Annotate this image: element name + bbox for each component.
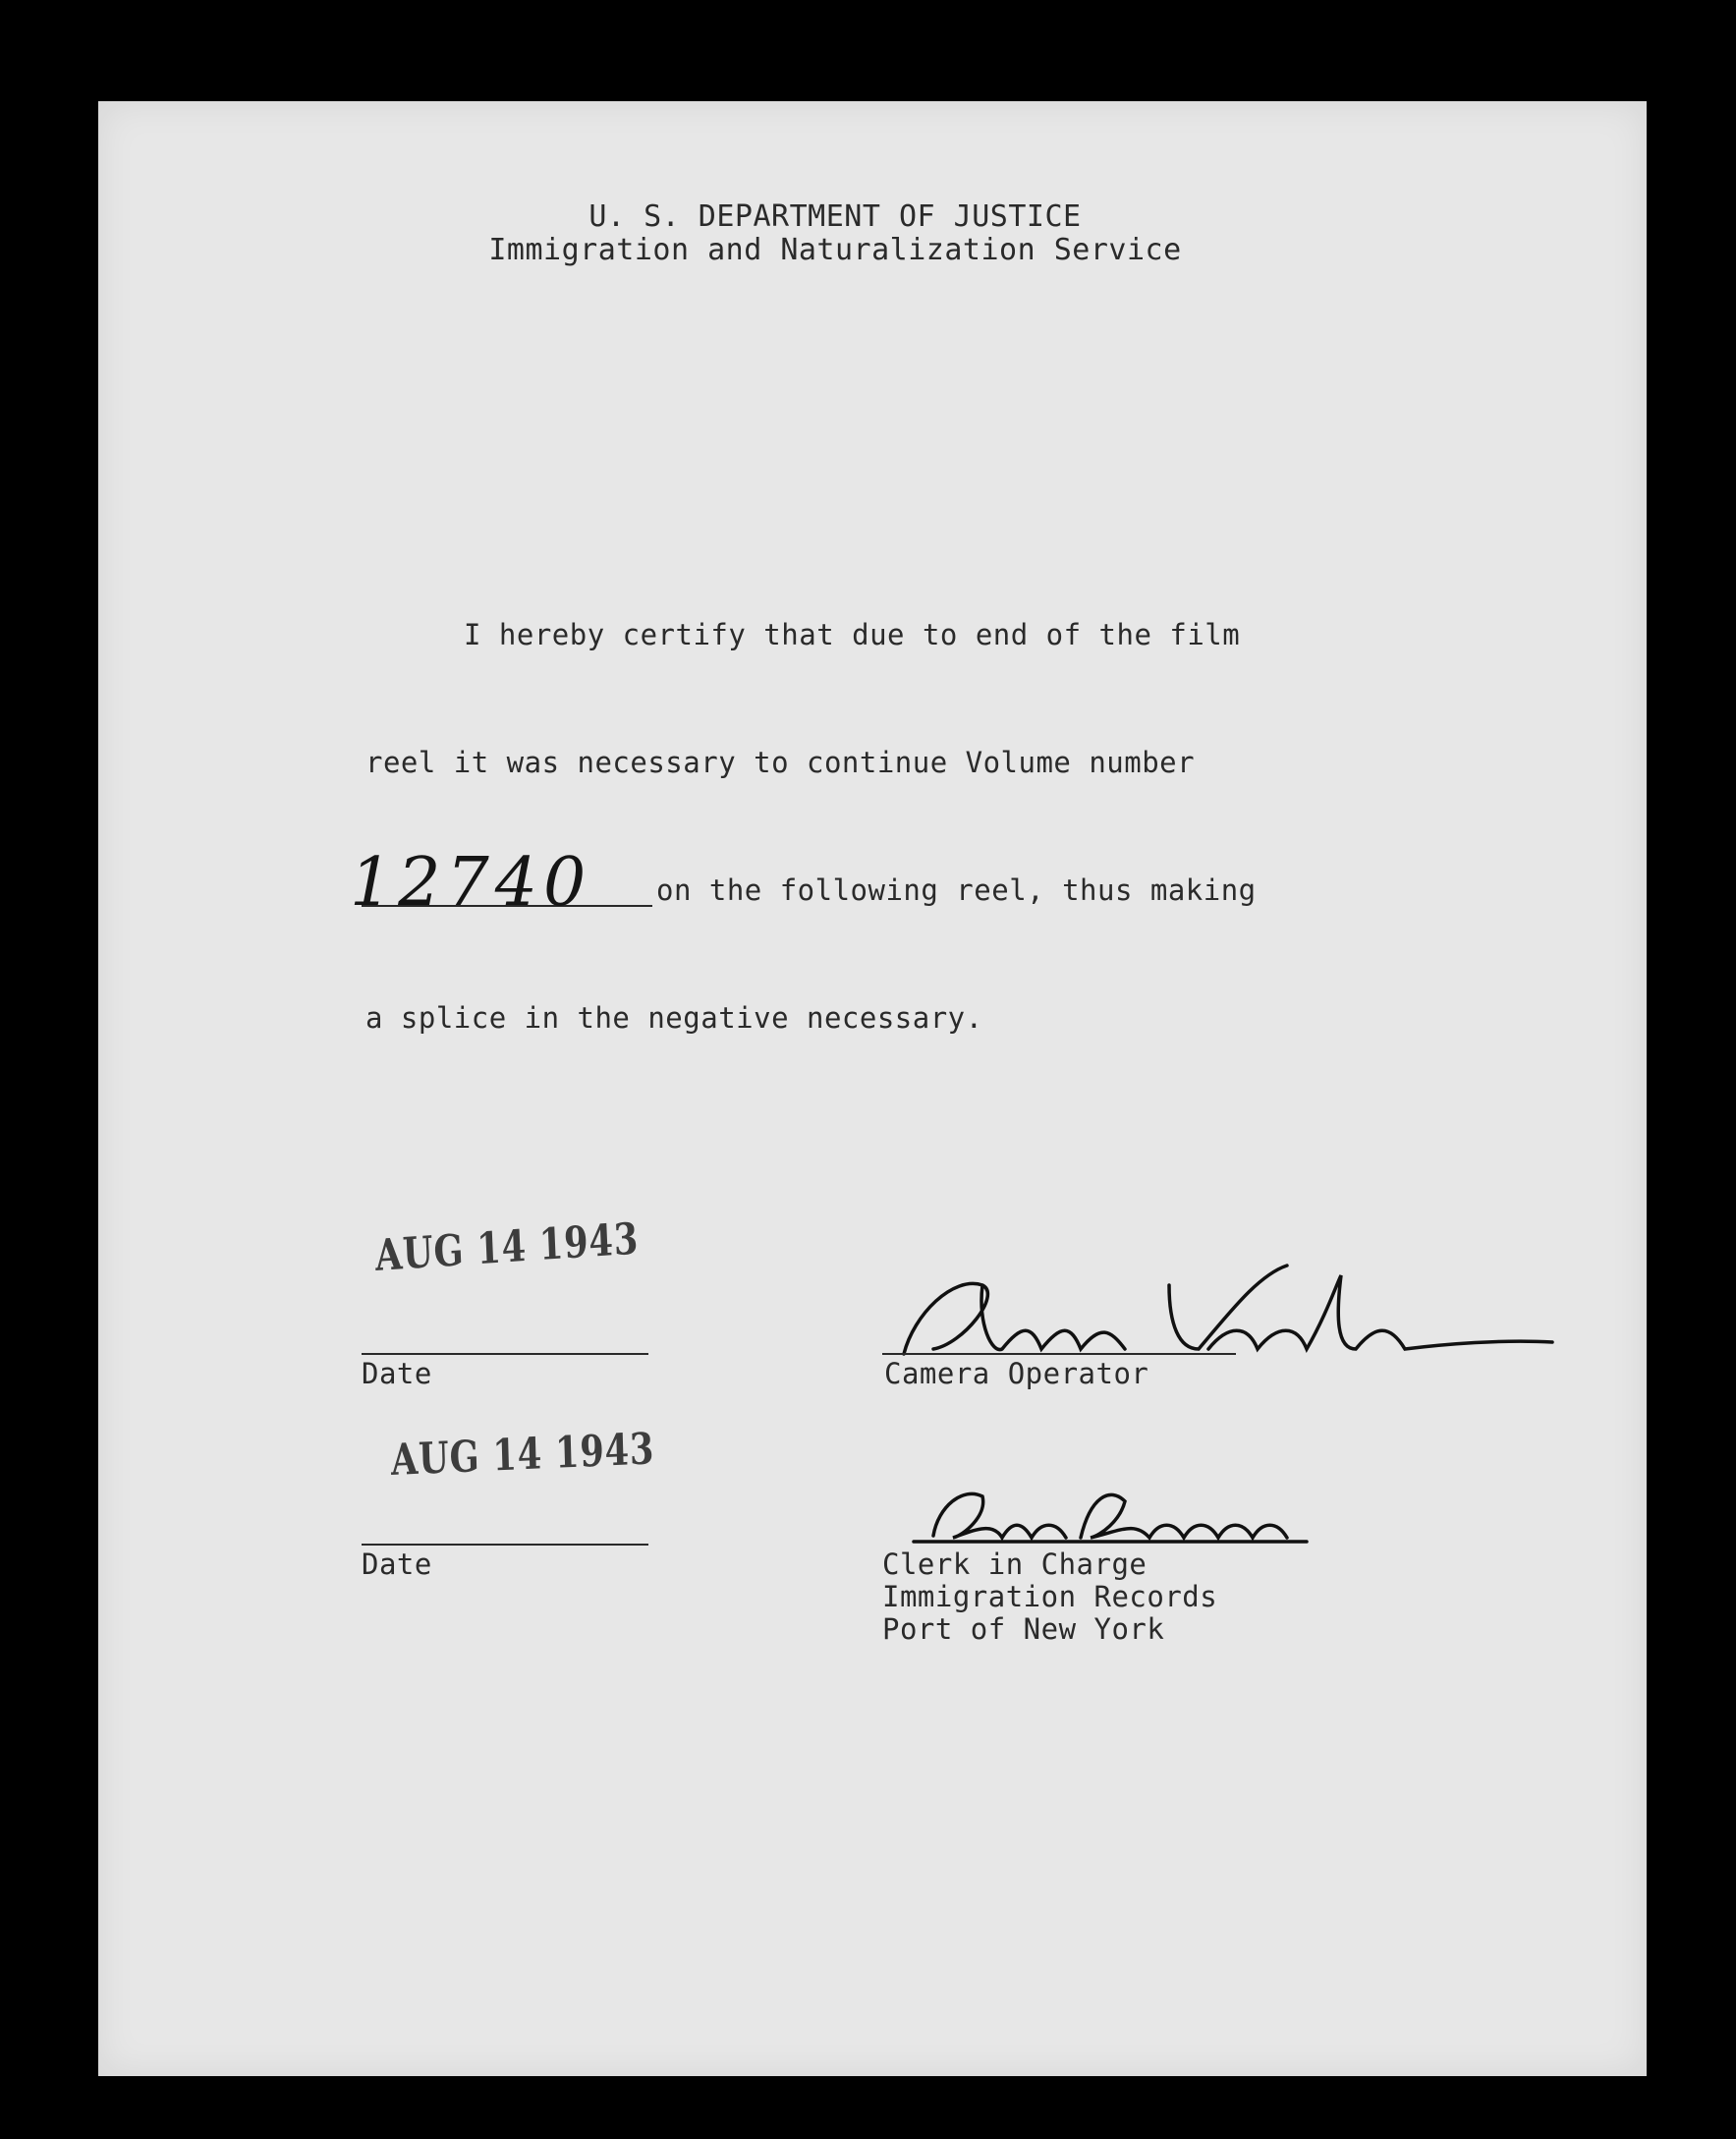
date-stamp-2: AUG 14 1943	[390, 1424, 655, 1486]
date-label-1: Date	[362, 1357, 432, 1390]
clerk-title-line-3: Port of New York	[882, 1612, 1165, 1646]
clerk-title-line-2: Immigration Records	[882, 1580, 1218, 1613]
date-line-2	[362, 1544, 648, 1546]
header-department: U. S. DEPARTMENT OF JUSTICE	[588, 199, 1082, 234]
body-line-3: on the following reel, thus making	[656, 873, 1257, 907]
body-line-4: a splice in the negative necessary.	[365, 1001, 983, 1035]
body-line-1: I hereby certify that due to end of the film	[464, 618, 1241, 651]
volume-number-handwritten: 12740	[350, 844, 592, 922]
camera-operator-label: Camera Operator	[884, 1357, 1149, 1390]
camera-operator-line	[882, 1353, 1236, 1355]
document-page	[98, 101, 1647, 2076]
clerk-title-line-1: Clerk in Charge	[882, 1548, 1148, 1581]
date-line-1	[362, 1353, 648, 1355]
date-stamp-1: AUG 14 1943	[373, 1213, 641, 1281]
date-label-2: Date	[362, 1548, 432, 1581]
clerk-signature-graphic	[894, 1477, 1326, 1555]
header-service: Immigration and Naturalization Service	[488, 233, 1182, 267]
clerk-signature	[894, 1477, 1326, 1555]
body-line-2: reel it was necessary to continue Volume number	[365, 746, 1196, 779]
